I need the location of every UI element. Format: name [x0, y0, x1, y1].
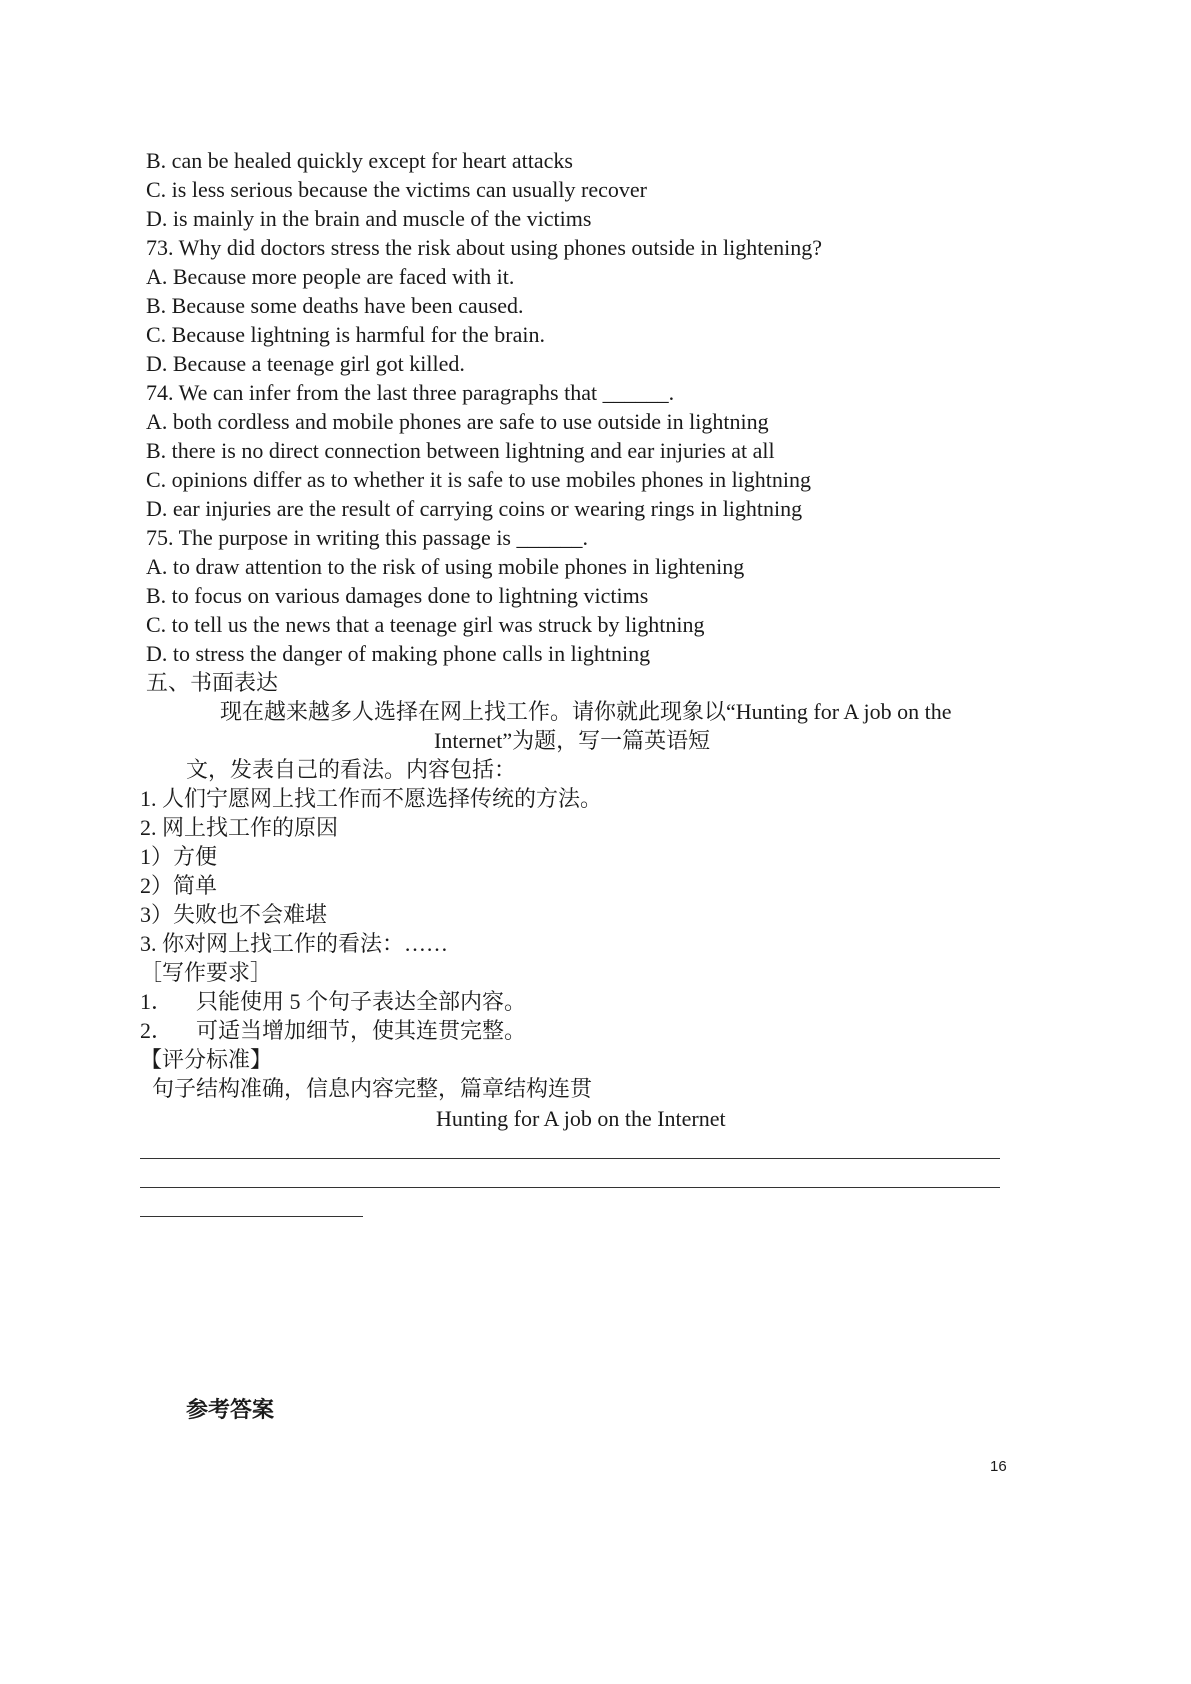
q75-option-b: B. to focus on various damages done to lightning victims: [146, 583, 649, 608]
writing-prompt-line-2: Internet”为题，写一篇英语短: [434, 728, 711, 753]
answer-line: [140, 1187, 1000, 1188]
content-point: 1）方便: [140, 844, 218, 869]
q73-option-c: C. Because lightning is harmful for the brain.: [146, 322, 545, 347]
content-point: 2）简单: [140, 873, 218, 898]
criteria-text: 句子结构准确，信息内容完整，篇章结构连贯: [152, 1076, 593, 1101]
requirement-number: 1．: [140, 989, 174, 1014]
writing-prompt-line-3: 文，发表自己的看法。内容包括：: [186, 757, 517, 782]
answers-heading: 参考答案: [186, 1397, 275, 1422]
content-point: 2. 网上找工作的原因: [140, 815, 339, 840]
content-point: 1. 人们宁愿网上找工作而不愿选择传统的方法。: [140, 786, 603, 811]
criteria-heading: 【评分标准】: [140, 1047, 273, 1072]
writing-prompt-line-1: 现在越来越多人选择在网上找工作。请你就此现象以“Hunting for A job on the: [220, 699, 952, 724]
q75-option-c: C. to tell us the news that a teenage girl was struck by lightning: [146, 612, 705, 637]
q74-stem: 74. We can infer from the last three paragraphs that ______.: [146, 380, 675, 405]
page-number: 16: [990, 1458, 1007, 1475]
q72-option-c: C. is less serious because the victims can usually recover: [146, 177, 647, 202]
answer-line: [140, 1158, 1000, 1159]
requirement-text: 可适当增加细节，使其连贯完整。: [196, 1018, 527, 1043]
q75-option-d: D. to stress the danger of making phone calls in lightning: [146, 641, 651, 666]
q73-option-b: B. Because some deaths have been caused.: [146, 293, 524, 318]
q72-option-d: D. is mainly in the brain and muscle of the victims: [146, 206, 592, 231]
q74-option-b: B. there is no direct connection between lightning and ear injuries at all: [146, 438, 775, 463]
q74-option-a: A. both cordless and mobile phones are safe to use outside in lightning: [146, 409, 769, 434]
content-point: 3. 你对网上找工作的看法：……: [140, 931, 449, 956]
requirements-heading: ［写作要求］: [140, 960, 273, 985]
q73-stem: 73. Why did doctors stress the risk about using phones outside in lightening?: [146, 235, 823, 260]
q75-stem: 75. The purpose in writing this passage is ______.: [146, 525, 588, 550]
q73-option-d: D. Because a teenage girl got killed.: [146, 351, 465, 376]
essay-title: Hunting for A job on the Internet: [436, 1106, 726, 1131]
q74-option-c: C. opinions differ as to whether it is safe to use mobiles phones in lightning: [146, 467, 812, 492]
writing-heading: 五、书面表达: [146, 670, 279, 695]
q72-option-b: B. can be healed quickly except for heart attacks: [146, 148, 573, 173]
q73-option-a: A. Because more people are faced with it.: [146, 264, 515, 289]
q74-option-d: D. ear injuries are the result of carrying coins or wearing rings in lightning: [146, 496, 803, 521]
requirement-number: 2．: [140, 1018, 174, 1043]
answer-line: [140, 1216, 363, 1217]
q75-option-a: A. to draw attention to the risk of using mobile phones in lightening: [146, 554, 745, 579]
content-point: 3）失败也不会难堪: [140, 902, 328, 927]
requirement-text: 只能使用 5 个句子表达全部内容。: [196, 989, 527, 1014]
